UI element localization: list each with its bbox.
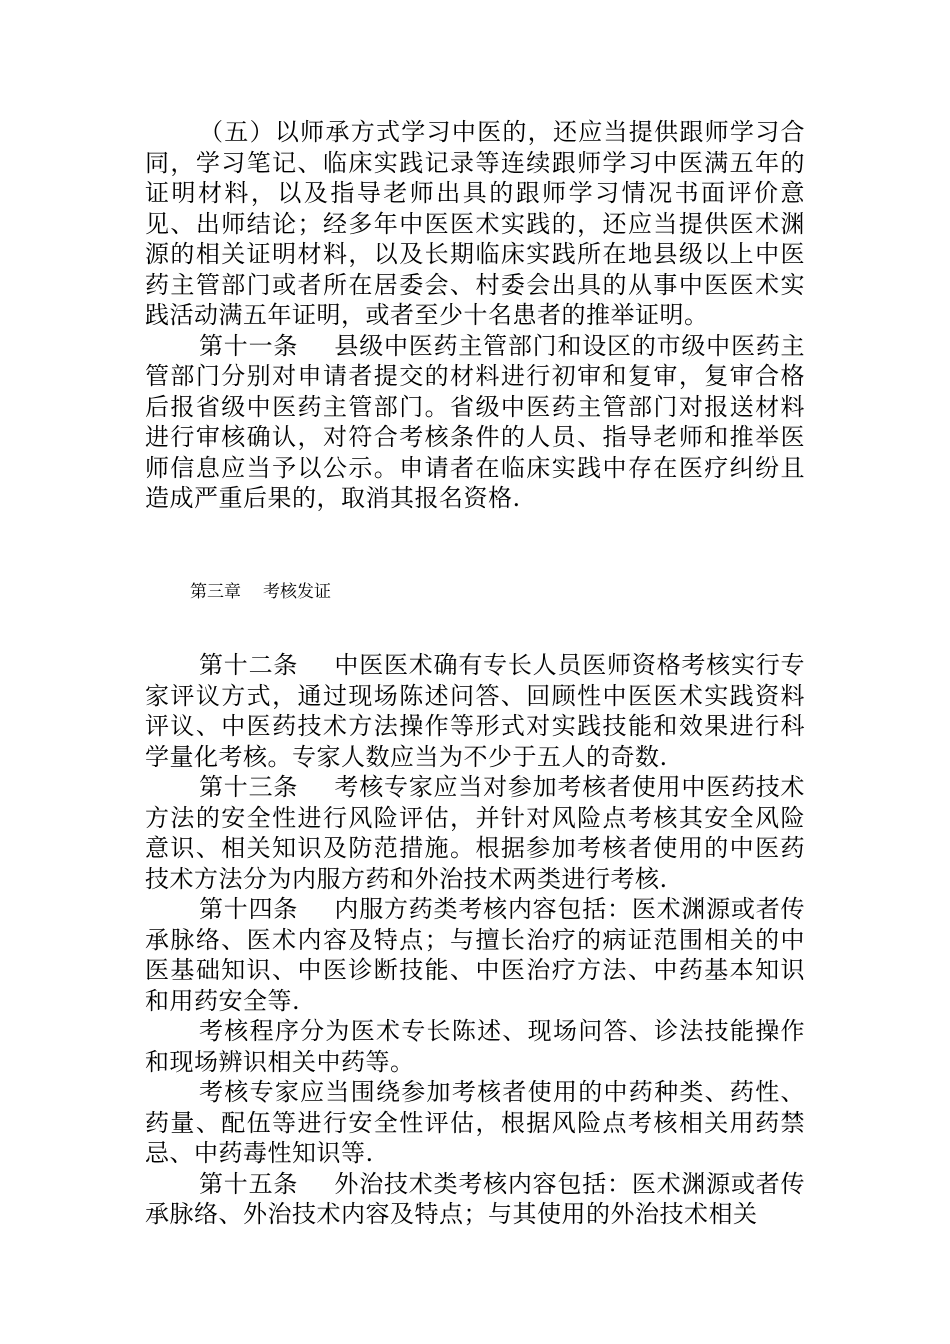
article-11	[145, 331, 805, 514]
paragraph-text: （五）以师承方式学习中医的，还应当提供跟师学习合同，学习笔记、临床实践记录等连续跟师学习中医满五年的证明材料，以及指导老师出具的跟师学习情况书面评价意见、出师结论；经多年中医医术实践的，还应当提供医术渊源的相关证明材料，以及长期临床实践所在地县级以上中医药主管部门或者所在居委会、村委会出具的从事中医医术实践活动满五年证明，或者至少十名患者的推举证明。	[145, 118, 805, 329]
text-block-top	[145, 117, 805, 514]
article-13	[145, 772, 805, 894]
paragraph-text: 考核专家应当围绕参加考核者使用的中药种类、药性、药量、配伍等进行安全性评估，根据风险点考核相关用药禁忌、中药毒性知识等.	[145, 1078, 805, 1167]
chapter-number: 第三章	[190, 582, 241, 602]
article-14-safety	[145, 1077, 805, 1169]
article-14	[145, 894, 805, 1016]
chapter-heading	[190, 580, 331, 604]
article-label: 第十三条	[199, 773, 299, 801]
article-label: 第十五条	[199, 1169, 299, 1198]
article-label: 第十二条	[199, 651, 299, 679]
paragraph-item-5	[145, 117, 805, 331]
article-text: 中医医术确有专长人员医师资格考核实行专家评议方式，通过现场陈述问答、回顾性中医医术实践资料评议、中医药技术方法操作等形式对实践技能和效果进行科学量化考核。专家人数应当为不少于五人的奇数.	[145, 651, 806, 771]
article-text: 考核专家应当对参加考核者使用中医药技术方法的安全性进行风险评估，并针对风险点考核其安全风险意识、相关知识及防范措施。根据参加考核者使用的中医药技术方法分为内服方药和外治技术两类进行考核.	[145, 773, 806, 893]
text-block-bottom	[145, 650, 805, 1230]
article-12	[145, 650, 805, 772]
article-label: 第十一条	[199, 331, 299, 360]
article-text: 县级中医药主管部门和设区的市级中医药主管部门分别对申请者提交的材料进行初审和复审，复审合格后报省级中医药主管部门。省级中医药主管部门对报送材料进行审核确认，对符合考核条件的人员、指导老师和推举医师信息应当予以公示。申请者在临床实践中存在医疗纠纷且造成严重后果的，取消其报名资格.	[145, 331, 806, 512]
article-label: 第十四条	[199, 895, 299, 923]
article-text: 内服方药类考核内容包括：医术渊源或者传承脉络、医术内容及特点；与擅长治疗的病证范围相关的中医基础知识、中医诊断技能、中医治疗方法、中药基本知识和用药安全等.	[145, 895, 806, 1015]
article-text: 外治技术类考核内容包括：医术渊源或者传承脉络、外治技术内容及特点；与其使用的外治技术相关	[145, 1169, 806, 1228]
article-15	[145, 1169, 805, 1230]
paragraph-text: 考核程序分为医术专长陈述、现场问答、诊法技能操作和现场辨识相关中药等。	[145, 1017, 805, 1076]
chapter-title: 考核发证	[263, 582, 331, 602]
article-14-procedure	[145, 1016, 805, 1077]
